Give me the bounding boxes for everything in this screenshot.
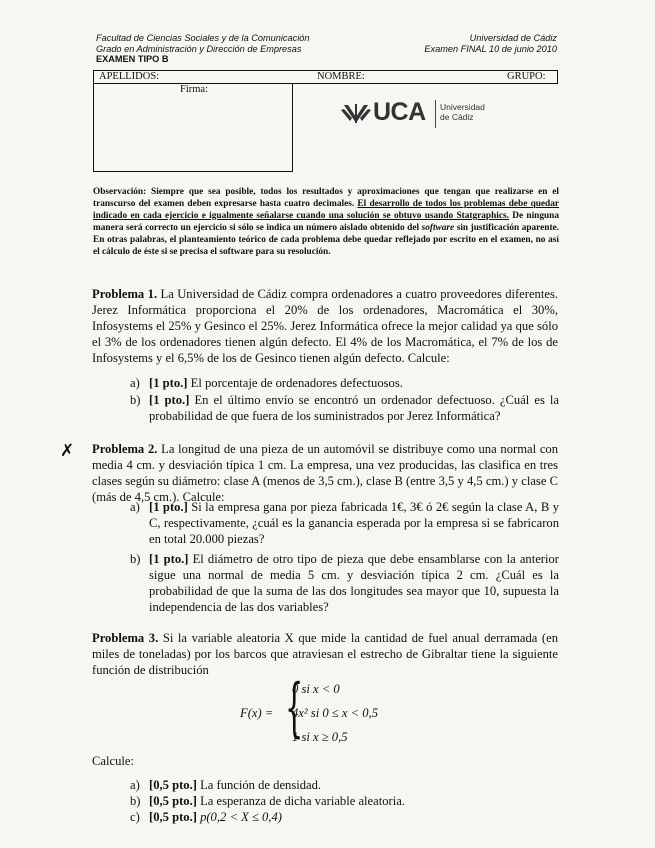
formula-case-2: 4x² si 0 ≤ x < 0,5: [292, 706, 378, 720]
problem-3-part-a: [130, 777, 559, 793]
problem-3-part-b: [130, 793, 559, 809]
part-text: Si la empresa gana por pieza fabricada 1€, 3€ ó 2€ según la clase A, B y C, respectivamente, ¿cuál es la ganancia esperada por la empresa si se fabricaron en total 20.000 piezas?: [149, 500, 559, 546]
formula-case-3: 1 si x ≥ 0,5: [292, 730, 348, 744]
points: [1 pto.]: [149, 552, 189, 566]
distribution-function-formula: [240, 671, 440, 745]
problem-2-part-a: [130, 499, 559, 547]
points: [1 pto.]: [149, 393, 190, 407]
part-text: p(0,2 < X ≤ 0,4): [196, 810, 282, 824]
university-name: Universidad de Cádiz: [469, 33, 557, 43]
calcule-label: Calcule:: [92, 754, 134, 768]
laurel-emblem-icon: [340, 101, 372, 125]
nombre-label: NOMBRE:: [317, 71, 365, 82]
formula-case-1: 0 si x < 0: [292, 682, 340, 696]
problem-3-part-c: [130, 809, 559, 825]
part-label: a): [130, 500, 140, 514]
part-label: b): [130, 393, 141, 407]
uca-logo: [340, 100, 500, 126]
problem-1-part-b: [130, 392, 559, 424]
firma-label: Firma:: [180, 84, 208, 95]
degree-name: Grado en Administración y Dirección de Empresas: [96, 43, 302, 54]
logo-line-2: de Cádiz: [440, 111, 474, 122]
logo-university-text: [440, 103, 485, 122]
faculty-name: Facultad de Ciencias Sociales y de la Comunicación: [96, 33, 310, 43]
header-right: [380, 33, 557, 54]
part-label: b): [130, 794, 141, 808]
points: [0,5 pto.]: [149, 794, 197, 808]
problem-3-statement: [92, 630, 558, 678]
obs-part-1: Observación: Siempre que sea posible, todos los resultados y aproximaciones que tengan que realizarse en el transcurso del examen deben expresarse hasta cuatro decimales.: [93, 187, 559, 209]
logo-line-1: Universidad: [440, 102, 485, 112]
obs-part-2: De ninguna manera será correcto un ejercicio si sólo se indica un número aislado obtenido del: [93, 211, 559, 233]
exam-type: EXAMEN TIPO B: [96, 54, 169, 64]
problem-1-title: Problema 1.: [92, 287, 158, 301]
id-row: [93, 70, 558, 84]
formula-lhs: F(x) =: [240, 706, 274, 720]
problem-3-title: Problema 3.: [92, 631, 159, 645]
part-text: El porcentaje de ordenadores defectuosos.: [187, 376, 403, 390]
header-left: [96, 33, 396, 65]
part-text: El diámetro de otro tipo de pieza que debe ensamblarse con la anterior sigue una normal de media 5 cm. y desviación típica 2 cm. ¿Cuál es la probabilidad de que la suma de las dos longitudes sea mayor que 10, supuesta la independencia de las dos variables?: [149, 552, 559, 614]
problem-1-text: La Universidad de Cádiz compra ordenadores a cuatro proveedores diferentes. Jerez Informática proporciona el 20% de los ordenadores, Macromática el 30%, Infosystems el 25% y Gesinco el 25%. Jerez Informática ofrece la mejor calidad ya que sólo el 3% de los ordenadores tienen algún defecto. El 4% de los Macromática, el 7% de los de Infosystems y el 6,5% de los de Gesinco tienen algún defecto. Calcule:: [92, 287, 558, 365]
problem-1-part-a: [130, 375, 559, 391]
handwritten-cross-mark: ✗: [60, 441, 75, 460]
apellidos-label: APELLIDOS:: [99, 71, 160, 82]
points: [0,5 pto.]: [149, 778, 197, 792]
points: [1 pto.]: [149, 500, 188, 514]
problem-2-title: Problema 2.: [92, 442, 158, 456]
formula-brace: {: [285, 671, 304, 745]
problem-1-statement: [92, 286, 558, 366]
part-label: b): [130, 552, 141, 566]
problem-2-part-b: [130, 551, 559, 615]
problem-2-statement: [92, 441, 558, 505]
obs-part-3: sin justificación aparente. En otras palabras, el planteamiento teórico de cada problema debe quedar reflejado por escrito en el examen, no así el cálculo de éste si se precisa el software para su resolución.: [93, 223, 559, 257]
grupo-label: GRUPO:: [507, 71, 546, 82]
points: [0,5 pto.]: [149, 810, 197, 824]
logo-divider: [435, 100, 436, 128]
signature-box: [93, 83, 293, 172]
obs-software: software: [421, 223, 455, 233]
obs-underlined: El desarrollo de todos los problemas debe quedar indicado en cada ejercicio e igualmente señalarse cuando una solución se obtuvo usando Statgraphics.: [93, 199, 559, 221]
problem-3-text: Si la variable aleatoria X que mide la cantidad de fuel anual derramada (en miles de toneladas) por los barcos que atraviesan el estrecho de Gibraltar tiene la siguiente función de distribución: [92, 631, 559, 677]
part-text: En el último envío se encontró un ordenador defectuoso. ¿Cuál es la probabilidad de que fuera de los suministrados por Jerez Informática?: [149, 393, 559, 423]
observation-note: [93, 186, 559, 258]
problem-2-text: La longitud de una pieza de un automóvil se distribuye como una normal con media 4 cm. y desviación típica 1 cm. La empresa, una vez producidas, las clasifica en tres clases según su diámetro: clase A (menos de 3,5 cm.), clase B (entre 3,5 y 4,5 cm.) y clase C (más de 4,5 cm.). Calcule:: [92, 442, 559, 504]
part-label: a): [130, 778, 140, 792]
points: [1 pto.]: [149, 376, 188, 390]
uca-wordmark: UCA: [373, 98, 426, 126]
part-text: La función de densidad.: [196, 778, 322, 792]
part-text: La esperanza de dicha variable aleatoria.: [196, 794, 405, 808]
part-label: a): [130, 376, 140, 390]
part-label: c): [130, 810, 140, 824]
exam-date: Examen FINAL 10 de junio 2010: [424, 43, 557, 54]
